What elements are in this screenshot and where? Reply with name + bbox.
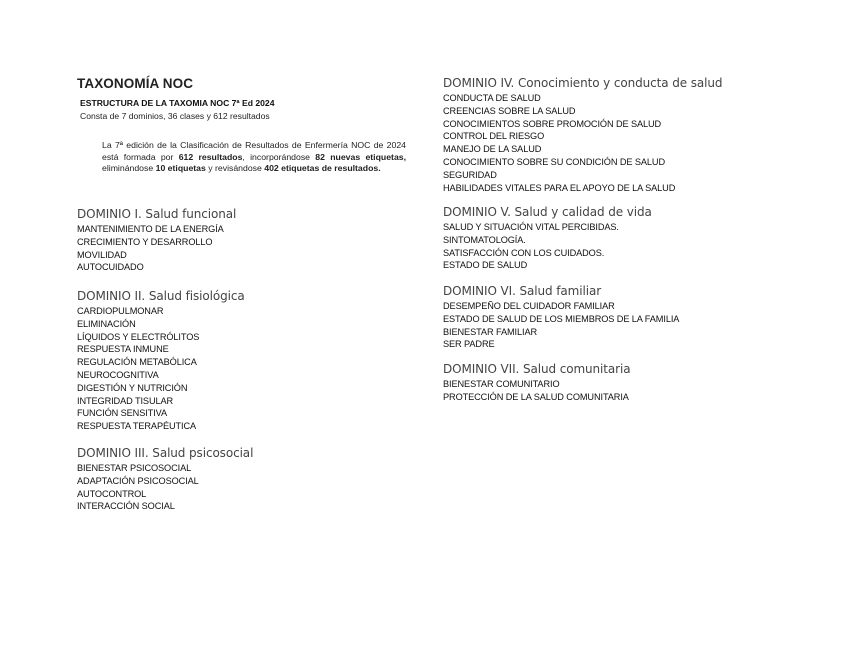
domain-2 — [77, 289, 245, 433]
class-list — [77, 223, 236, 274]
class-item: MANEJO DE LA SALUD — [443, 144, 542, 155]
domain-6 — [443, 284, 679, 351]
class-item: REGULACIÓN METABÓLICA — [77, 357, 197, 368]
class-item: DESEMPEÑO DEL CUIDADOR FAMILIAR — [443, 301, 615, 311]
domain-3 — [77, 446, 253, 513]
domain-title: DOMINIO IV. Conocimiento y conducta de salud — [443, 76, 723, 90]
class-item: SER PADRE — [443, 339, 495, 350]
domain-title: DOMINIO V. Salud y calidad de vida — [443, 205, 652, 219]
class-item: CONTROL DEL RIESGO — [443, 131, 545, 142]
domain-title: DOMINIO II. Salud fisiológica — [77, 289, 245, 303]
class-item: ELIMINACIÓN — [77, 318, 136, 329]
class-item: RESPUESTA INMUNE — [77, 344, 169, 355]
class-item: SINTOMATOLOGÍA. — [443, 234, 526, 245]
class-item: BIENESTAR FAMILIAR — [443, 326, 538, 337]
class-item: SATISFACCIÓN CON LOS CUIDADOS. — [443, 247, 605, 258]
class-item: CRECIMIENTO Y DESARROLLO — [77, 236, 213, 247]
class-item: MANTENIMIENTO DE LA ENERGÍA — [77, 224, 224, 234]
intro-paragraph: La 7ª edición de la Clasificación de Resultados de Enfermería NOC de 2024 está formada por 612 resultados, incorporándose 82 nuevas etiquetas, eliminándose 10 etiquetas y revisándose 402 etiquetas de resultados. — [102, 140, 407, 174]
page-title: TAXONOMÍA NOC — [77, 76, 194, 91]
class-item: SALUD Y SITUACIÓN VITAL PERCIBIDAS. — [443, 222, 619, 232]
domain-1 — [77, 207, 236, 274]
class-item: CONOCIMIENTOS SOBRE PROMOCIÓN DE SALUD — [443, 118, 662, 129]
domain-4 — [443, 76, 722, 194]
class-list — [77, 462, 253, 513]
domain-title: DOMINIO I. Salud funcional — [77, 207, 237, 221]
domain-title: DOMINIO III. Salud psicosocial — [77, 446, 254, 460]
class-item: CONOCIMIENTO SOBRE SU CONDICIÓN DE SALUD — [443, 156, 665, 167]
class-item: PROTECCIÓN DE LA SALUD COMUNITARIA — [443, 391, 629, 402]
domain-5 — [443, 205, 652, 272]
class-list — [443, 221, 652, 272]
class-item: AUTOCONTROL — [77, 488, 147, 499]
class-item: ADAPTACIÓN PSICOSOCIAL — [77, 475, 199, 486]
domain-title: DOMINIO VII. Salud comunitaria — [443, 362, 631, 376]
class-item: ESTADO DE SALUD — [443, 260, 528, 271]
class-item: FUNCIÓN SENSITIVA — [77, 408, 168, 419]
class-item: RESPUESTA TERAPÉUTICA — [77, 421, 197, 432]
class-item: ESTADO DE SALUD DE LOS MIEMBROS DE LA FAMILIA — [443, 313, 680, 324]
class-item: HABILIDADES VITALES PARA EL APOYO DE LA SALUD — [443, 182, 676, 193]
class-item: DIGESTIÓN Y NUTRICIÓN — [77, 382, 188, 393]
class-item: CREENCIAS SOBRE LA SALUD — [443, 105, 576, 116]
class-list — [443, 300, 679, 351]
class-item: LÍQUIDOS Y ELECTRÓLITOS — [77, 331, 200, 342]
class-item: CONDUCTA DE SALUD — [443, 93, 541, 103]
structure-heading: ESTRUCTURA DE LA TAXOMIA NOC 7ª Ed 2024 — [80, 98, 275, 108]
domain-7 — [443, 362, 630, 404]
structure-summary: Consta de 7 dominios, 36 clases y 612 resultados — [80, 111, 270, 121]
class-item: INTEGRIDAD TISULAR — [77, 395, 174, 406]
class-list — [443, 378, 630, 404]
class-item: NEUROCOGNITIVA — [77, 369, 159, 380]
class-item: INTERACCIÓN SOCIAL — [77, 501, 175, 512]
class-item: MOVILIDAD — [77, 249, 127, 260]
class-item: BIENESTAR PSICOSOCIAL — [77, 463, 192, 473]
class-item: CARDIOPULMONAR — [77, 306, 164, 316]
class-list — [77, 305, 245, 433]
class-item: BIENESTAR COMUNITARIO — [443, 379, 560, 389]
class-list — [443, 92, 722, 194]
class-item: AUTOCUIDADO — [77, 262, 144, 273]
class-item: SEGURIDAD — [443, 169, 497, 180]
domain-title: DOMINIO VI. Salud familiar — [443, 284, 602, 298]
